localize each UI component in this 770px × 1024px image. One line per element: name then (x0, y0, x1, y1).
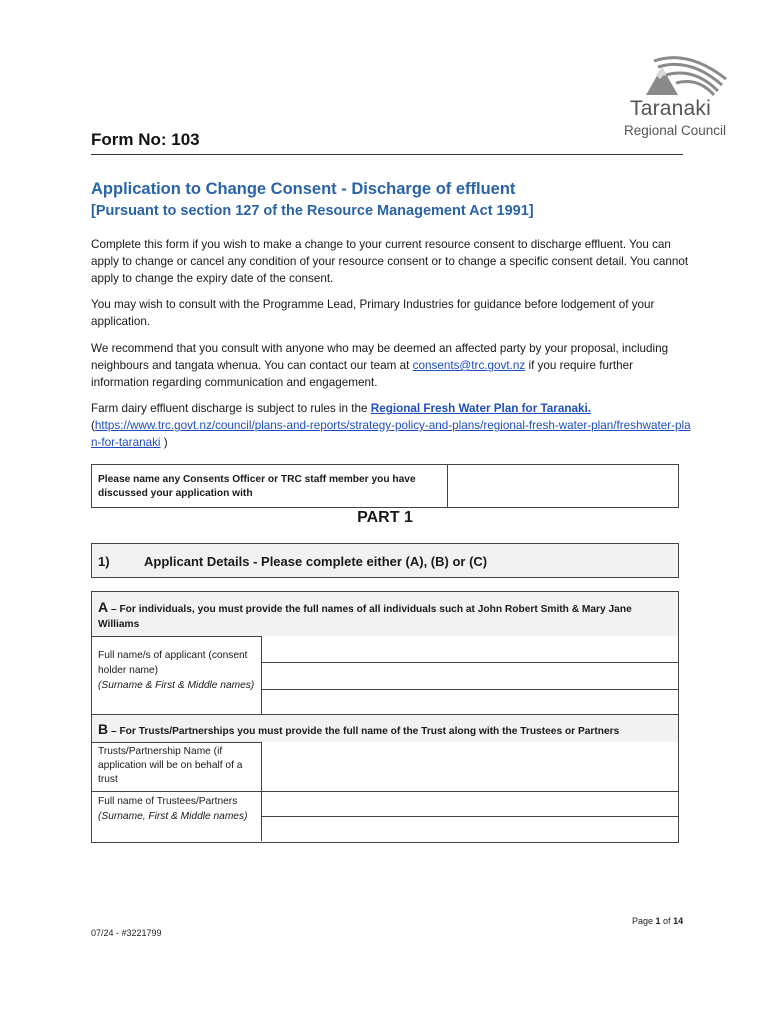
para3-text-after: if you require further information regarding communication and engagement. (91, 359, 634, 389)
logo-name: Taranaki (630, 97, 711, 120)
applicant-name-label-hint: (Surname & First & Middle names) (98, 680, 255, 691)
form-number: Form No: 103 (91, 130, 200, 149)
consents-email-link[interactable]: consents@trc.govt.nz (412, 359, 526, 372)
page-current: 1 (655, 916, 661, 926)
staff-consulted-input[interactable] (448, 465, 678, 507)
applicant-name-input-3[interactable] (262, 690, 678, 714)
page-prefix: Page (632, 916, 656, 926)
trustees-name-input-1[interactable] (262, 792, 678, 817)
para4-open-paren: ( (91, 419, 95, 432)
trust-name-label: Trusts/Partnership Name (if application will be on behalf of a trust (98, 746, 243, 785)
section-a-instructions (98, 600, 672, 632)
section-a-header (92, 592, 678, 637)
staff-consulted-table (91, 464, 679, 508)
para3-text-before: We recommend that you consult with anyone who may be deemed an affected party by your proposal, including neighbours and tangata whenua. You can contact our team at (91, 342, 669, 372)
page-total: 14 (673, 916, 684, 926)
intro-paragraph-4 (91, 400, 691, 451)
trustees-name-label-main: Full name of Trustees/Partners (98, 796, 238, 807)
applicant-name-input-2[interactable] (262, 663, 678, 690)
page-subtitle: [Pursuant to section 127 of the Resource Management Act 1991] (91, 203, 534, 219)
intro-paragraph-3 (91, 340, 691, 391)
header-divider (91, 154, 683, 155)
section-a-individuals (91, 591, 679, 715)
applicant-name-input-1[interactable] (262, 636, 678, 663)
intro-paragraph-2: You may wish to consult with the Programme Lead, Primary Industries for guidance before lodgement of your application. (91, 298, 655, 328)
section-b-header (92, 715, 678, 743)
para4-close-paren: ) (160, 436, 168, 449)
applicant-name-label-main: Full name/s of applicant (consent holder name) (98, 650, 248, 676)
section-b-letter: B (98, 721, 109, 737)
section-1-number: 1) (98, 554, 110, 569)
fresh-water-plan-link[interactable]: Regional Fresh Water Plan for Taranaki. (370, 402, 591, 415)
page-of: of (660, 916, 674, 926)
intro-paragraph-1: Complete this form if you wish to make a change to your current resource consent to discharge effluent. You can apply to change or cancel any condition of your resource consent or to change a specific consent detail. You cannot apply to change the expiry date of the consent. (91, 238, 689, 285)
logo-subtitle: Regional Council (624, 123, 727, 138)
document-code: 07/24 - #3221799 (91, 928, 162, 938)
section-a-letter: A (98, 599, 109, 615)
section-a-text: – For individuals, you must provide the full names of all individuals such at John Robert Smith & Mary Jane Williams (98, 604, 632, 630)
para4-text-before: Farm dairy effluent discharge is subject to rules in the (91, 402, 371, 415)
staff-consulted-label: Please name any Consents Officer or TRC staff member you have discussed your application with (98, 474, 416, 499)
section-b-instructions (98, 722, 676, 739)
applicant-name-label (98, 648, 258, 693)
trust-name-input[interactable] (262, 742, 678, 791)
section-b-trusts (91, 715, 679, 843)
trustees-name-input-2[interactable] (262, 817, 678, 841)
fresh-water-plan-url-link[interactable]: https://www.trc.govt.nz/council/plans-and-reports/strategy-policy-and-plans/regional-fresh-water-plan/freshwater-plan-for-taranaki (91, 419, 691, 449)
taranaki-logo (618, 55, 736, 145)
section-1-header (91, 543, 679, 578)
page-number (632, 916, 683, 926)
page-title: Application to Change Consent - Discharge of effluent (91, 180, 516, 198)
section-b-text: – For Trusts/Partnerships you must provide the full name of the Trust along with the Trustees or Partners (108, 726, 620, 737)
mountain-logo-icon (618, 55, 736, 103)
section-1-title: Applicant Details - Please complete either (A), (B) or (C) (144, 554, 488, 569)
part-heading: PART 1 (357, 509, 413, 526)
trustees-name-label (98, 795, 258, 824)
trustees-name-label-hint: (Surname, First & Middle names) (98, 810, 248, 822)
